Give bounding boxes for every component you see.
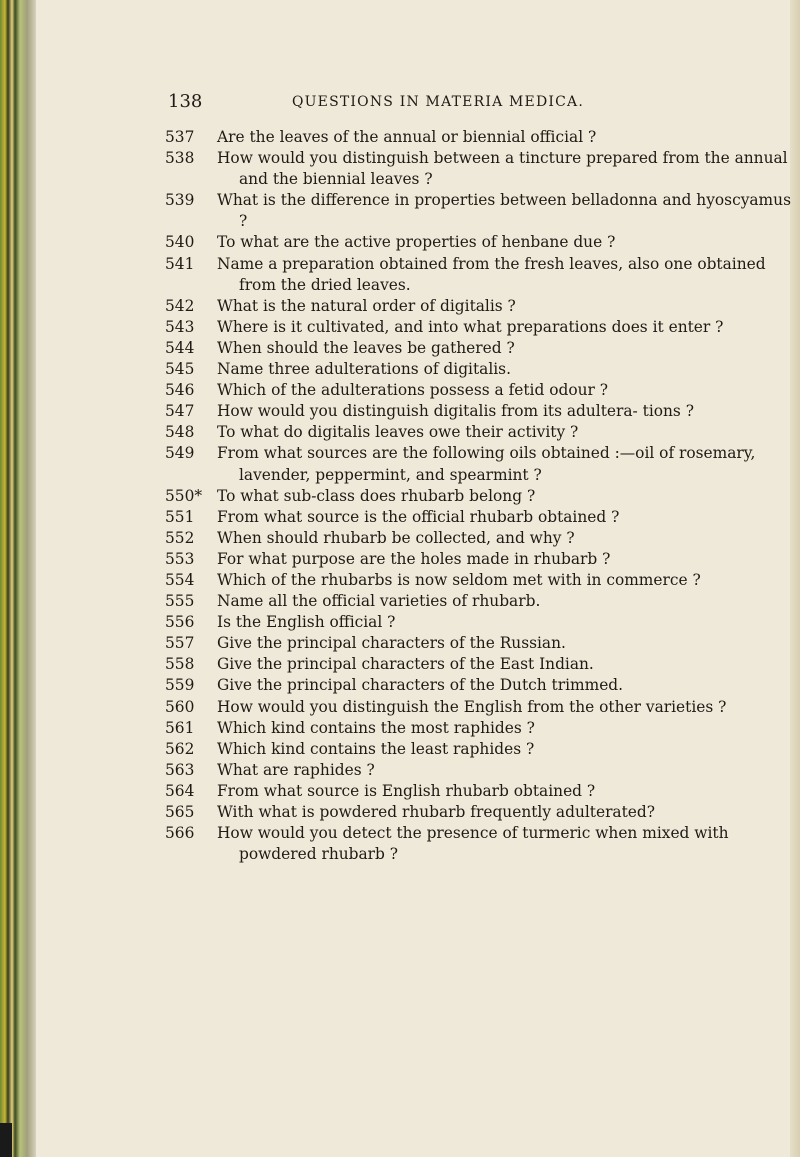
question-item (165, 612, 791, 633)
question-number: 554 (165, 570, 195, 589)
question-text: What are raphides ? (217, 760, 375, 779)
question-item (165, 148, 791, 190)
question-item (165, 127, 791, 148)
question-text: How would you distinguish between a tincture prepared from the annual and the biennial leaves ? (217, 149, 788, 189)
question-item (165, 254, 791, 296)
question-item (165, 359, 791, 380)
question-number: 543 (165, 317, 195, 336)
question-item (165, 317, 791, 338)
question-item (165, 675, 791, 696)
question-text: Which of the rhubarbs is now seldom met with in commerce ? (217, 570, 701, 589)
question-item (165, 654, 791, 675)
question-text: From what source is the official rhubarb obtained ? (217, 507, 620, 526)
question-text: Is the English official ? (217, 613, 396, 632)
page-edge (790, 0, 800, 1157)
question-item (165, 739, 791, 760)
question-number: 544 (165, 338, 195, 357)
question-list (165, 127, 791, 865)
question-number: 545 (165, 360, 195, 379)
question-item (165, 443, 791, 485)
question-item (165, 718, 791, 739)
question-item (165, 823, 791, 865)
question-item (165, 380, 791, 401)
question-number: 537 (165, 128, 195, 146)
question-item (165, 296, 791, 317)
question-item (165, 697, 791, 718)
question-text: Give the principal characters of the East Indian. (217, 655, 594, 674)
question-text: Name three adulterations of digitalis. (217, 360, 511, 379)
question-text: Which of the adulterations possess a fetid odour ? (217, 381, 609, 400)
question-number: 548 (165, 423, 195, 442)
page-number: 138 (168, 91, 203, 112)
question-number: 563 (165, 760, 195, 779)
question-text: To what sub-class does rhubarb belong ? (217, 486, 536, 505)
question-text: How would you distinguish digitalis from its adultera- tions ? (217, 402, 694, 421)
question-number: 559 (165, 676, 195, 695)
question-number: 538 (165, 149, 195, 168)
question-text: Are the leaves of the annual or biennial official ? (217, 128, 597, 146)
question-number: 562 (165, 739, 195, 758)
question-number: 539 (165, 191, 195, 210)
question-number: 564 (165, 781, 195, 800)
question-number: 560 (165, 697, 195, 716)
running-title: QUESTIONS IN MATERIA MEDICA. (292, 94, 585, 110)
question-item (165, 190, 791, 232)
question-item (165, 633, 791, 654)
question-number: 557 (165, 634, 195, 653)
question-text: What is the natural order of digitalis ? (217, 296, 516, 315)
question-item (165, 591, 791, 612)
question-item (165, 338, 791, 359)
question-number: 561 (165, 718, 195, 737)
question-text: From what source is English rhubarb obtained ? (217, 781, 596, 800)
question-number: 566 (165, 824, 195, 843)
question-number: 552 (165, 528, 195, 547)
question-number: 550* (165, 486, 203, 505)
question-text: With what is powdered rhubarb frequently adulterated? (217, 803, 656, 821)
question-text: Where is it cultivated, and into what preparations does it enter ? (217, 317, 724, 336)
question-number: 558 (165, 655, 195, 674)
question-text: To what are the active properties of henbane due ? (217, 233, 616, 252)
question-text: Which kind contains the least raphides ? (217, 739, 535, 758)
question-text: Give the principal characters of the Russian. (217, 634, 566, 653)
question-text: Which kind contains the most raphides ? (217, 718, 535, 737)
question-item (165, 760, 791, 781)
question-number: 549 (165, 444, 195, 463)
binding-edge (0, 0, 36, 1157)
question-item (165, 528, 791, 549)
question-number: 565 (165, 803, 195, 821)
question-number: 556 (165, 613, 195, 632)
question-number: 542 (165, 296, 195, 315)
question-item (165, 232, 791, 253)
page-header (168, 91, 628, 115)
question-text: Name a preparation obtained from the fresh leaves, also one obtained from the dried leaves. (217, 254, 766, 294)
question-number: 553 (165, 549, 195, 568)
question-number: 541 (165, 254, 195, 273)
question-number: 547 (165, 402, 195, 421)
question-number: 540 (165, 233, 195, 252)
binding-shadow (0, 1123, 12, 1157)
question-item (165, 781, 791, 802)
question-text: When should rhubarb be collected, and why ? (217, 528, 575, 547)
question-item (165, 570, 791, 591)
question-text: To what do digitalis leaves owe their activity ? (217, 423, 579, 442)
question-number: 551 (165, 507, 195, 526)
question-text: When should the leaves be gathered ? (217, 338, 515, 357)
question-item (165, 486, 791, 507)
question-number: 555 (165, 592, 195, 611)
question-text: From what sources are the following oils obtained :—oil of rosemary, lavender, peppermint, and spearmint ? (217, 444, 756, 484)
question-text: Name all the official varieties of rhubarb. (217, 592, 541, 611)
question-number: 546 (165, 381, 195, 400)
question-text: Give the principal characters of the Dutch trimmed. (217, 676, 624, 695)
question-item (165, 802, 791, 823)
question-item (165, 549, 791, 570)
question-text: For what purpose are the holes made in rhubarb ? (217, 549, 611, 568)
question-item (165, 401, 791, 422)
question-text: How would you detect the presence of turmeric when mixed with powdered rhubarb ? (217, 824, 729, 864)
question-text: How would you distinguish the English from the other varieties ? (217, 697, 727, 716)
question-item (165, 507, 791, 528)
question-item (165, 422, 791, 443)
question-text: What is the difference in properties between belladonna and hyoscyamus ? (217, 191, 791, 231)
